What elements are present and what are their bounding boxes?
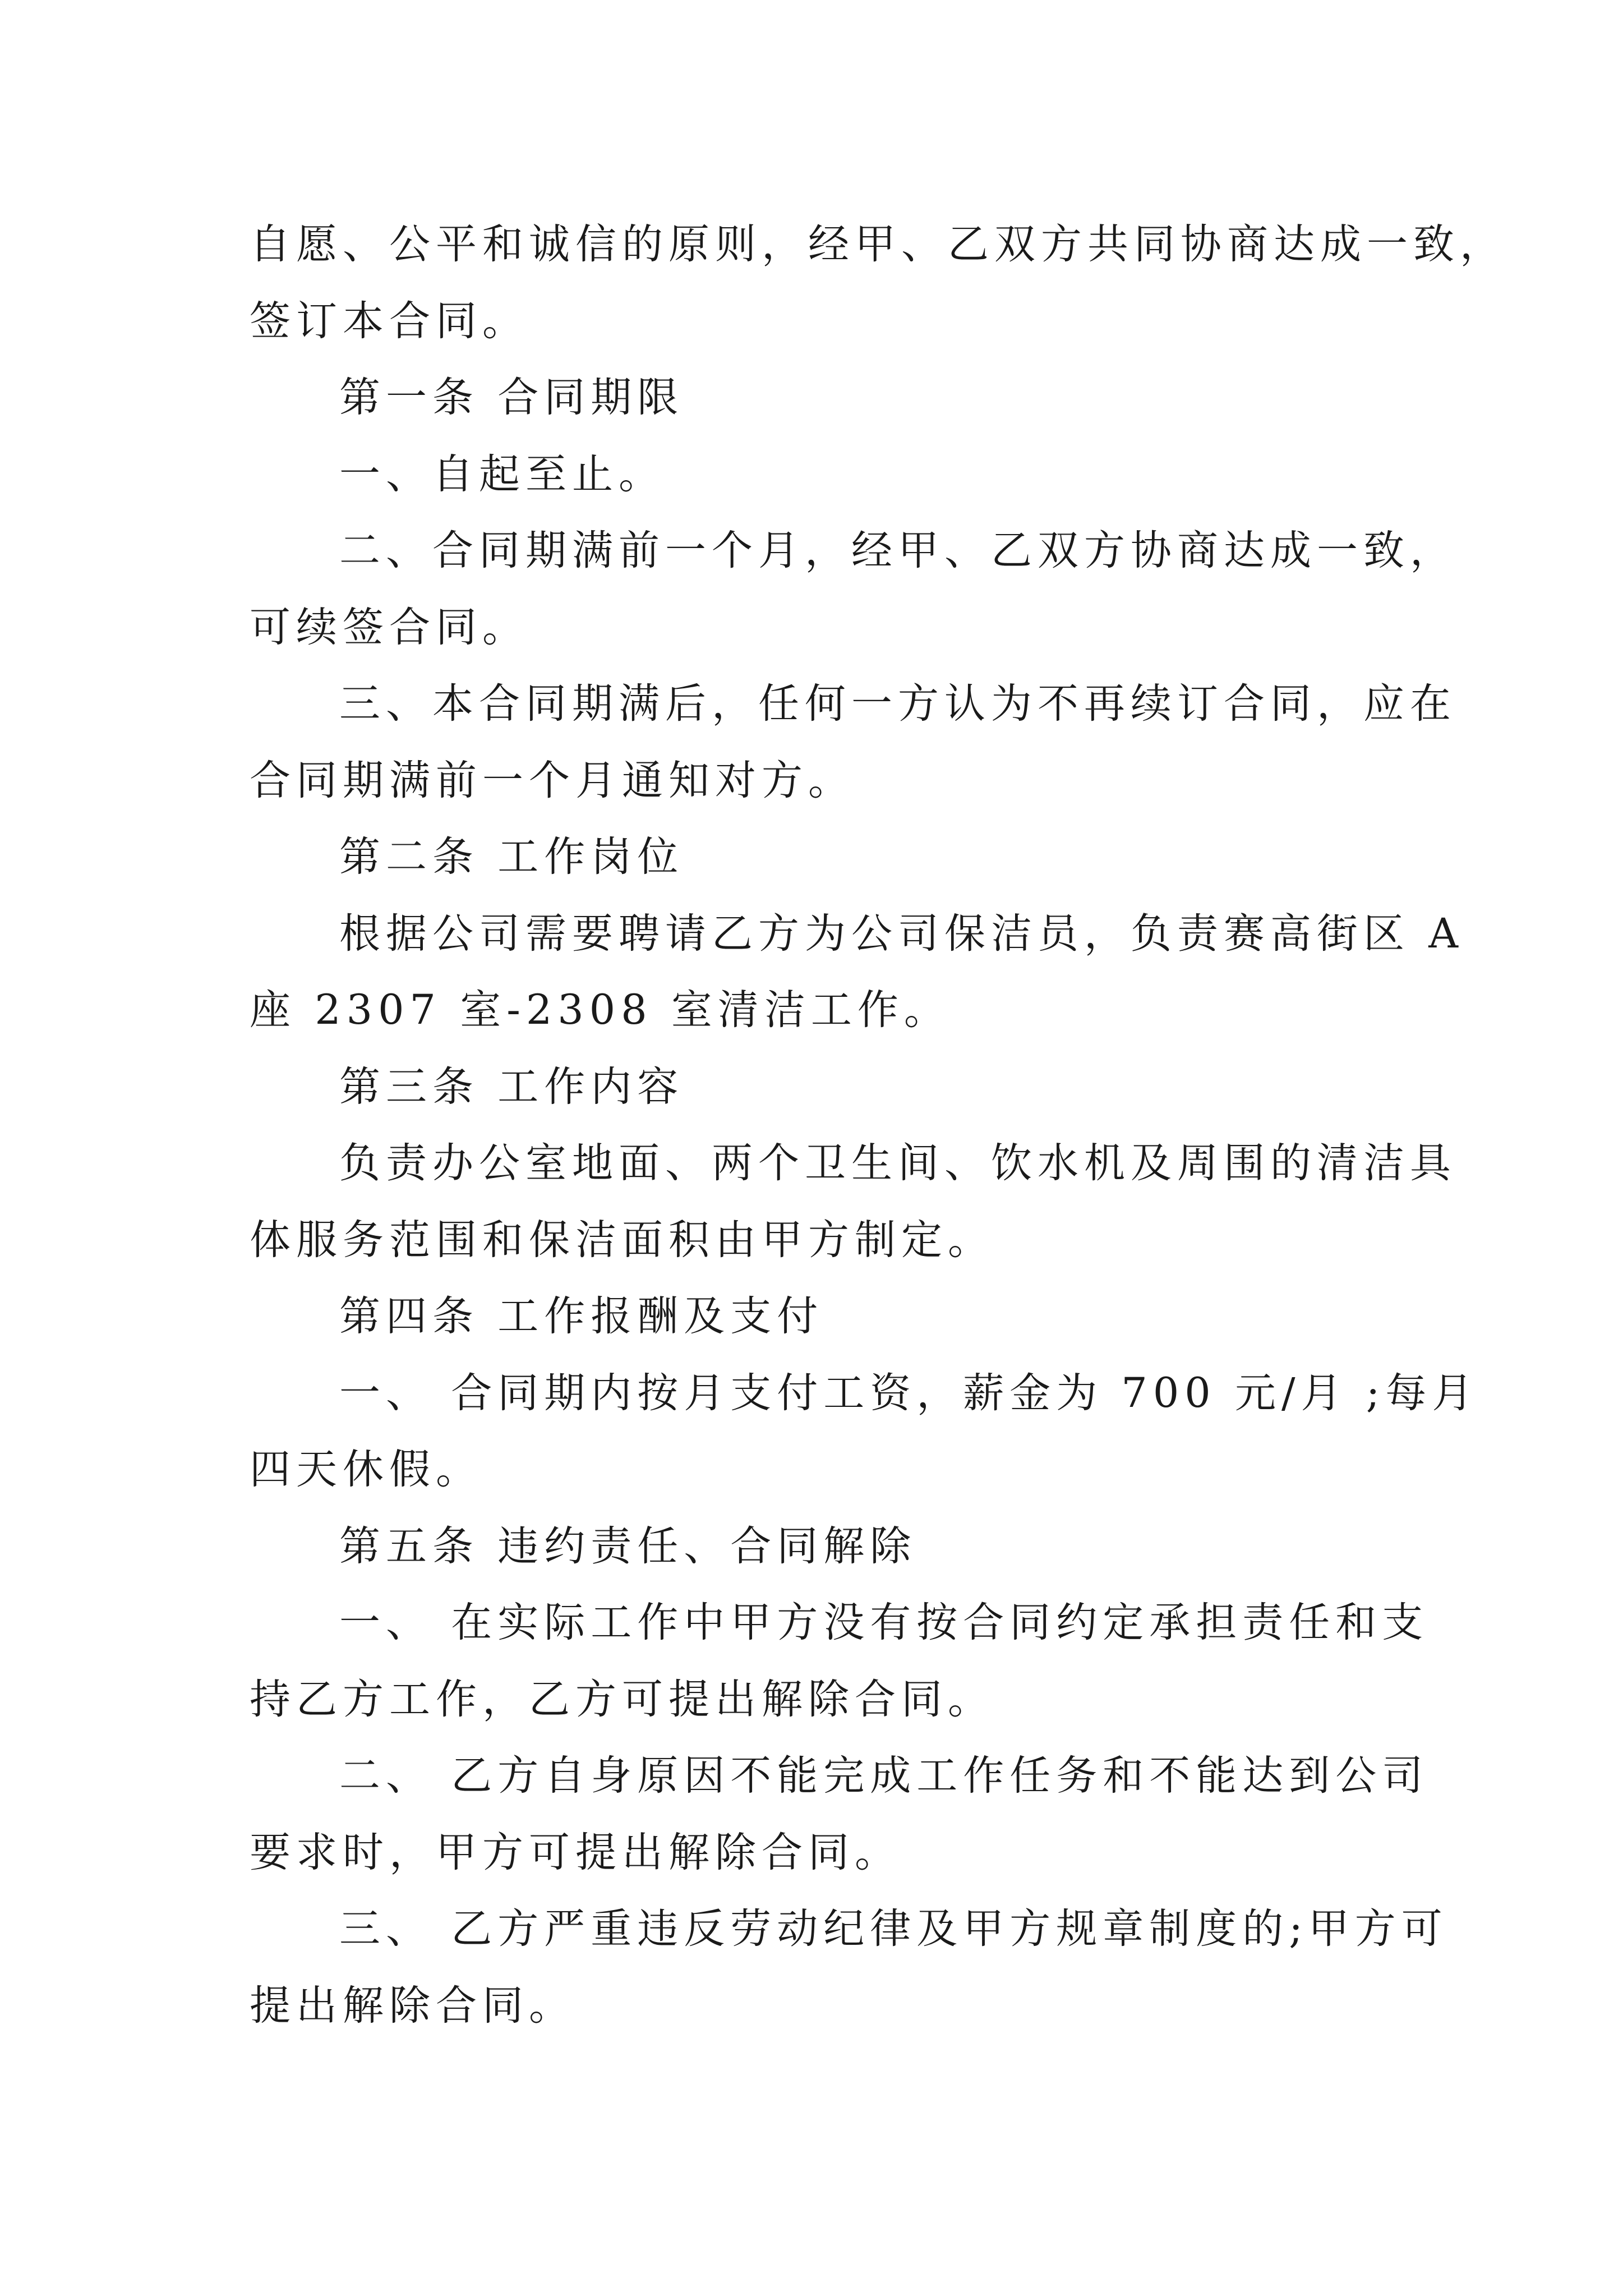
text-line: 根据公司需要聘请乙方为公司保洁员，负责赛高街区 A [339,909,1464,958]
article-heading: 第五条 违约责任、合同解除 [339,1522,917,1570]
text-line: 持乙方工作，乙方可提出解除合同。 [250,1675,994,1723]
text-line: 三、本合同期满后，任何一方认为不再续订合同，应在 [339,680,1456,728]
text-line: 四天休假。 [250,1446,482,1493]
text-line: 负责办公室地面、两个卫生间、饮水机及周围的清洁具 [339,1139,1456,1187]
text-line: 一、 在实际工作中甲方没有按合同约定承担责任和支 [339,1599,1429,1646]
text-line: 二、合同期满前一个月，经甲、乙双方协商达成一致， [339,527,1456,574]
document-body [250,206,1506,2044]
text-line: 体服务范围和保洁面积由甲方制定。 [250,1216,994,1264]
text-line: 座 2307 室-2308 室清洁工作。 [250,986,951,1034]
article-heading: 第三条 工作内容 [339,1062,684,1111]
text-line: 提出解除合同。 [250,1981,575,2030]
text-line: 二、 乙方自身原因不能完成工作任务和不能达到公司 [339,1752,1429,1800]
text-line: 一、 合同期内按月支付工资，薪金为 700 元/月 ;每月 [339,1369,1479,1417]
article-heading: 第二条 工作岗位 [339,833,684,881]
text-line: 三、 乙方严重违反劳动纪律及甲方规章制度的;甲方可 [339,1905,1448,1953]
text-line: 要求时，甲方可提出解除合同。 [250,1828,901,1876]
text-line: 自愿、公平和诚信的原则，经甲、乙双方共同协商达成一致， [250,220,1506,268]
text-line: 签订本合同。 [250,297,529,345]
article-heading: 第四条 工作报酬及支付 [339,1292,824,1340]
article-heading: 第一条 合同期限 [339,374,684,421]
text-line: 合同期满前一个月通知对方。 [250,756,855,804]
text-line: 一、自起至止。 [339,450,665,498]
text-line: 可续签合同。 [250,603,529,651]
